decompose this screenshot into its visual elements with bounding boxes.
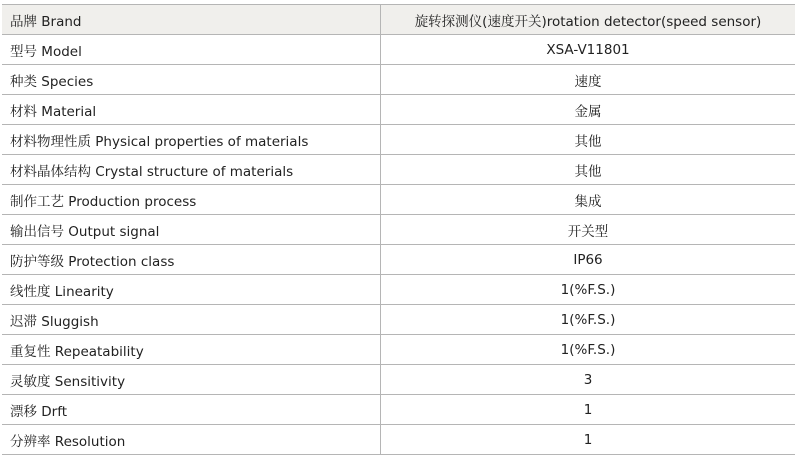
row-label: 分辨率 Resolution bbox=[2, 425, 381, 455]
row-value: 其他 bbox=[381, 125, 796, 155]
table-row bbox=[2, 65, 795, 95]
row-value: 其他 bbox=[381, 155, 796, 185]
table-row bbox=[2, 185, 795, 215]
row-label: 材料晶体结构 Crystal structure of materials bbox=[2, 155, 381, 185]
row-label: 重复性 Repeatability bbox=[2, 335, 381, 365]
row-value: XSA-V11801 bbox=[381, 35, 796, 65]
table-row bbox=[2, 395, 795, 425]
row-label: 种类 Species bbox=[2, 65, 381, 95]
table-row bbox=[2, 365, 795, 395]
row-label: 线性度 Linearity bbox=[2, 275, 381, 305]
row-label: 材料物理性质 Physical properties of materials bbox=[2, 125, 381, 155]
row-label: 制作工艺 Production process bbox=[2, 185, 381, 215]
row-value: 1 bbox=[381, 425, 796, 455]
row-label: 防护等级 Protection class bbox=[2, 245, 381, 275]
row-label: 灵敏度 Sensitivity bbox=[2, 365, 381, 395]
table-row bbox=[2, 275, 795, 305]
row-label: 输出信号 Output signal bbox=[2, 215, 381, 245]
table-row bbox=[2, 425, 795, 455]
row-value: 1(%F.S.) bbox=[381, 305, 796, 335]
row-label: 材料 Material bbox=[2, 95, 381, 125]
table-row bbox=[2, 215, 795, 245]
table-row bbox=[2, 305, 795, 335]
table-row bbox=[2, 125, 795, 155]
table-row bbox=[2, 35, 795, 65]
table-row bbox=[2, 95, 795, 125]
table-row bbox=[2, 245, 795, 275]
brand-value: 旋转探测仪(速度开关)rotation detector(speed sensor) bbox=[381, 5, 796, 35]
row-value: IP66 bbox=[381, 245, 796, 275]
spec-table bbox=[2, 4, 795, 455]
row-label: 漂移 Drft bbox=[2, 395, 381, 425]
table-row bbox=[2, 335, 795, 365]
row-value: 开关型 bbox=[381, 215, 796, 245]
row-value: 速度 bbox=[381, 65, 796, 95]
row-label: 型号 Model bbox=[2, 35, 381, 65]
brand-label: 品牌 Brand bbox=[2, 5, 381, 35]
row-value: 3 bbox=[381, 365, 796, 395]
row-value: 集成 bbox=[381, 185, 796, 215]
row-value: 金属 bbox=[381, 95, 796, 125]
table-row bbox=[2, 155, 795, 185]
header-row bbox=[2, 5, 795, 35]
row-value: 1(%F.S.) bbox=[381, 275, 796, 305]
row-value: 1(%F.S.) bbox=[381, 335, 796, 365]
row-label: 迟滞 Sluggish bbox=[2, 305, 381, 335]
row-value: 1 bbox=[381, 395, 796, 425]
